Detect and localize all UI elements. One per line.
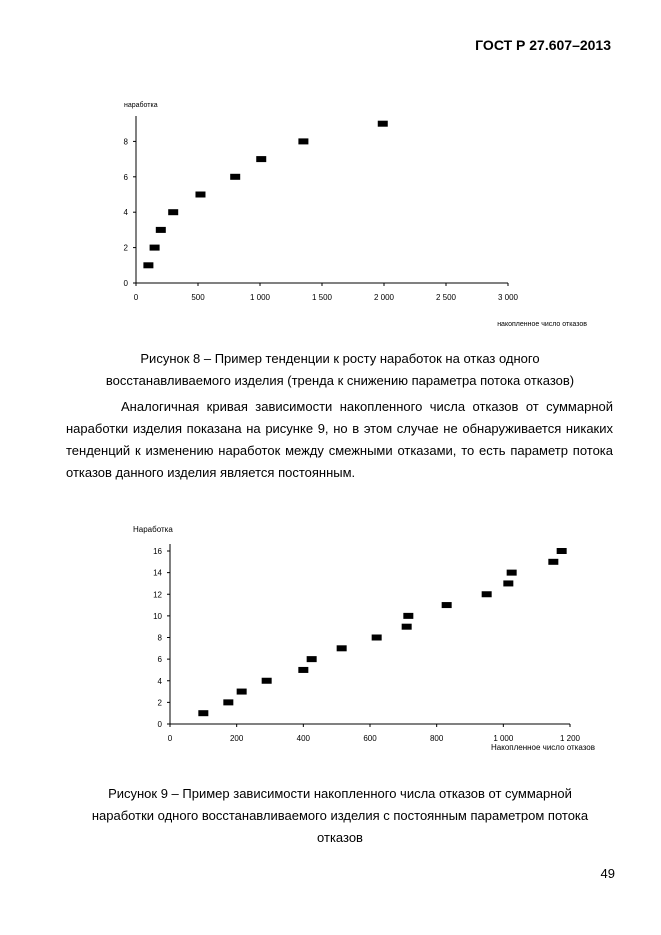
y-tick-label: 10	[153, 611, 162, 621]
y-tick-label: 12	[153, 590, 162, 600]
y-axis-label: наработка	[124, 102, 158, 109]
y-tick-label: 2	[157, 698, 162, 708]
x-tick-label: 600	[363, 734, 377, 743]
y-tick-label: 16	[153, 547, 162, 556]
x-tick-label: 1 200	[559, 734, 581, 743]
x-tick-label: 1 000	[249, 293, 271, 302]
x-tick-label: 0	[167, 734, 173, 743]
figure-9-caption-line-1: Рисунок 9 – Пример зависимости накопленного числа отказов от суммарной	[108, 786, 572, 801]
y-tick-label: 4	[123, 208, 128, 218]
data-point	[403, 613, 413, 619]
x-tick-label: 1 500	[311, 293, 333, 302]
data-point	[198, 710, 208, 716]
data-point	[223, 699, 233, 705]
document-header-standard: ГОСТ Р 27.607–2013	[475, 37, 611, 53]
y-tick-label: 4	[157, 676, 162, 686]
x-tick-label: 200	[229, 734, 244, 743]
y-tick-label: 6	[157, 655, 162, 665]
data-point	[307, 656, 317, 662]
x-tick-label: 2 500	[435, 293, 457, 302]
y-tick-label: 2	[123, 243, 128, 253]
y-tick-label: 8	[157, 633, 162, 643]
x-tick-label: 800	[429, 734, 444, 743]
data-point	[402, 624, 412, 630]
x-tick-label: 400	[296, 734, 311, 743]
x-axis-label: накопленное число отказов	[497, 321, 587, 328]
y-axis-label: Наработка	[133, 525, 173, 534]
data-point	[503, 580, 513, 586]
data-point	[548, 559, 558, 565]
x-tick-label: 2 000	[373, 293, 395, 302]
figure-8-caption-line-2: восстанавливаемого изделия (тренда к снижению параметра потока отказов)	[105, 373, 575, 388]
data-point	[372, 635, 382, 641]
figure-8-caption-line-1: Рисунок 8 – Пример тенденции к росту наработок на отказ одного	[140, 351, 540, 366]
data-point	[557, 548, 567, 554]
y-tick-label: 14	[153, 568, 162, 578]
body-paragraph: Аналогичная кривая зависимости накопленного числа отказов от суммарной наработки изделия показана на рисунке 9, но в этом случае не обнаруживается никаких тенденций к изменению наработок между смежными отказами, то есть параметр потока отказов данного изделия является постоянным.	[66, 399, 613, 480]
data-point	[298, 667, 308, 673]
x-tick-label: 500	[191, 293, 205, 302]
x-tick-label: 1 000	[493, 734, 514, 743]
x-tick-label: 0	[133, 293, 139, 302]
y-tick-label: 0	[123, 279, 128, 288]
data-point	[262, 678, 272, 684]
data-point	[442, 602, 452, 608]
data-point	[237, 689, 247, 695]
data-point	[507, 570, 517, 576]
y-tick-label: 8	[123, 137, 128, 147]
data-point	[337, 645, 347, 651]
figure-9-caption	[60, 783, 620, 849]
figure-9-caption-line-3: отказов	[317, 830, 363, 845]
y-tick-label: 6	[123, 172, 128, 182]
figure-9-caption-line-2: наработки одного восстанавливаемого изделия с постоянным параметром потока	[91, 808, 589, 823]
x-axis-label: Накопленное число отказов	[491, 743, 595, 752]
data-point	[482, 591, 492, 597]
page-number: 49	[600, 866, 615, 881]
y-tick-label: 0	[157, 720, 162, 729]
x-tick-label: 3 000	[497, 293, 519, 302]
